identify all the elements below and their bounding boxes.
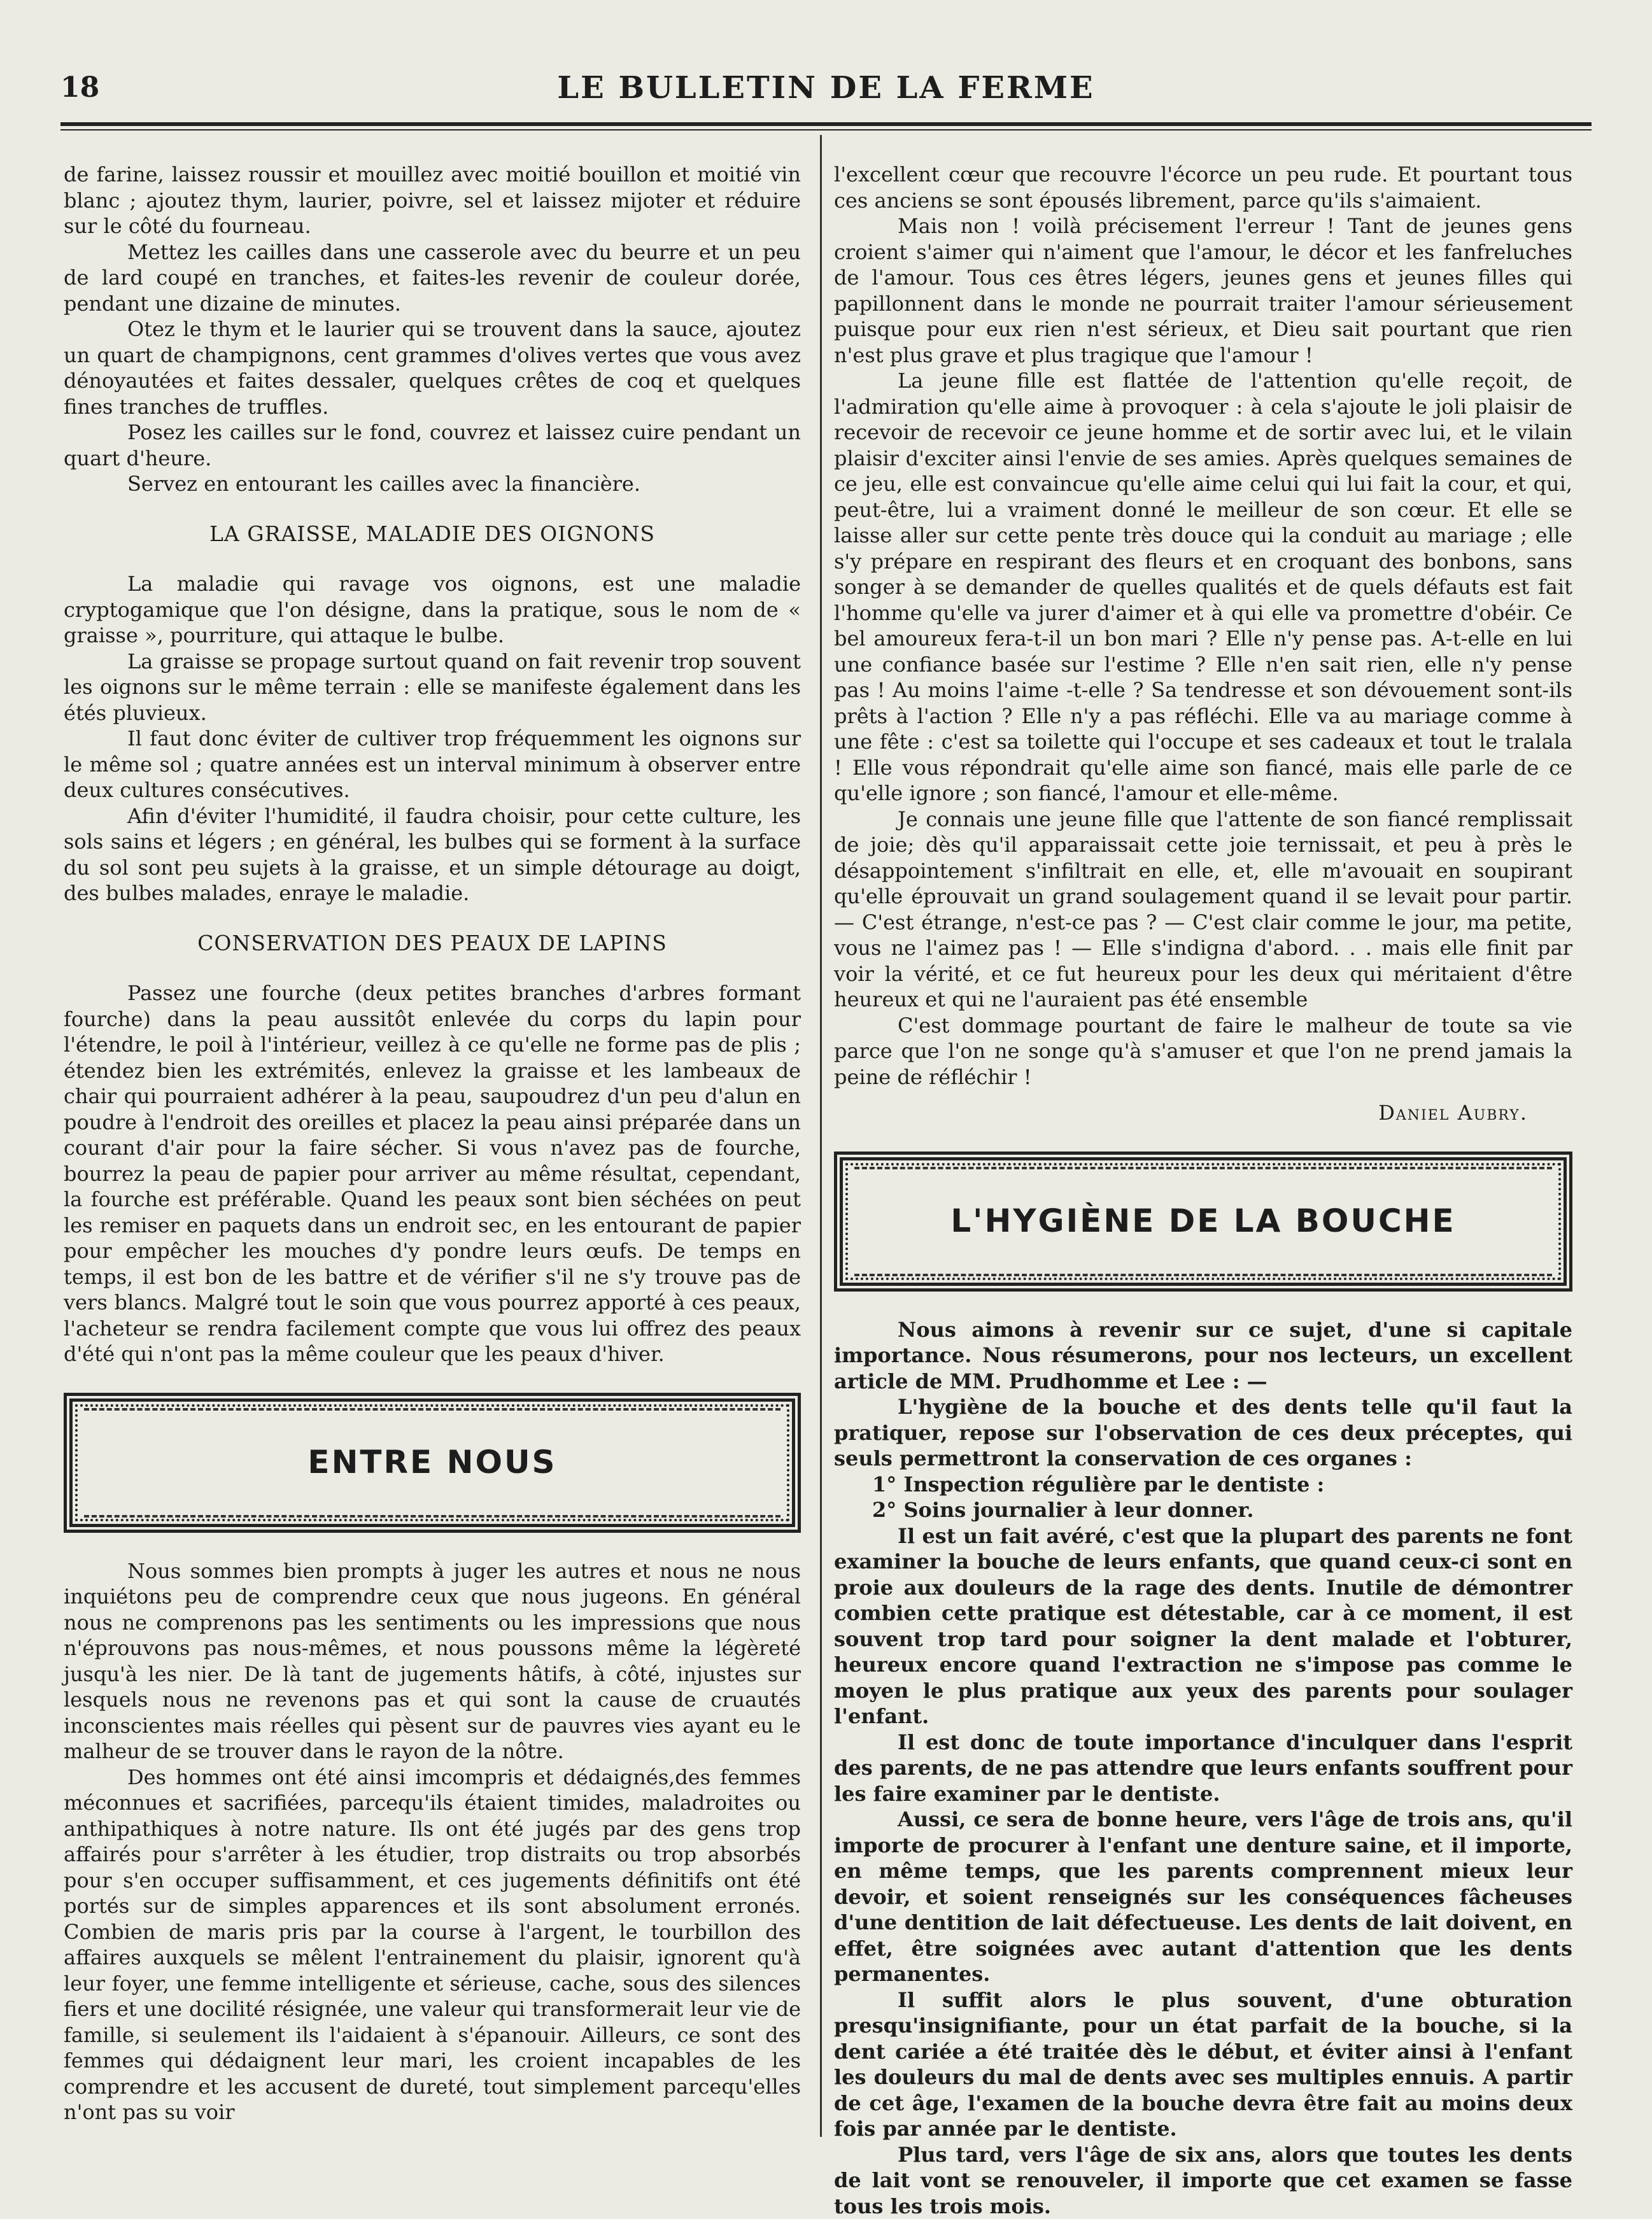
paragraph: Il suffit alors le plus souvent, d'une obturation presqu'insignifiante, pour un état parfait de la bouche, si la dent cariée a été traitée dès le début, et éviter ainsi à l'enfant les douleurs du mal de dents avec ses multiples ennuis. A partir de cet âge, l'examen de la bouche devra être fait au moins deux fois par année par le dentiste. [834,1987,1572,2142]
paragraph: Plus tard, vers l'âge de six ans, alors que toutes les dents de lait vont se renouveler, il importe que cet examen se fasse tous les trois mois. [834,2142,1572,2219]
author-signature: Daniel Aubry. [834,1100,1528,1126]
paragraph: C'est dommage pourtant de faire le malheur de toute sa vie parce que l'on ne songe qu'à s'amuser et que l'on ne prend jamais la peine de réfléchir ! [834,1013,1572,1090]
left-column [64,162,801,2125]
paragraph: de farine, laissez roussir et mouillez avec moitié bouillon et moitié vin blanc ; ajoutez thym, laurier, poivre, sel et laissez mijoter et réduire sur le côté du fourneau. [64,162,801,239]
paragraph: Il est donc de toute importance d'inculquer dans l'esprit des parents, de ne pas attendre que leurs enfants souffrent pour les faire examiner par le dentiste. [834,1729,1572,1807]
page-header [0,0,1652,134]
paragraph: Mais non ! voilà précisement l'erreur ! Tant de jeunes gens croient s'aimer qui n'aiment que l'amour, le décor et les fanfreluches de l'amour. Tous ces êtres légers, jeunes gens et jeunes filles qui papillonnent dans le monde ne pourrait traiter l'amour sérieusement puisque pour eux rien n'est sérieux, et Dieu sait pourtant que rien n'est plus grave et plus tragique que l'amour ! [834,213,1572,368]
right-column [834,162,1572,2219]
paragraph: Aussi, ce sera de bonne heure, vers l'âge de trois ans, qu'il importe de procurer à l'enfant une denture saine, et il importe, en même temps, que les parents comprennent mieux leur devoir, et soient renseignés sur les conséquences fâcheuses d'une dentition de lait défectueuse. Les dents de lait doivent, en effet, être soignées avec autant d'attention que les dents permanentes. [834,1807,1572,1987]
paragraph: La graisse se propage surtout quand on fait revenir trop souvent les oignons sur le même terrain : elle se manifeste également dans les étés pluvieux. [64,649,801,726]
column-divider [820,135,822,2137]
paragraph: Je connais une jeune fille que l'attente de son fiancé remplissait de joie; dès qu'il apparaissait cette joie ternissait, et peu à près le désappointement s'infiltrait en elle, et, elle m'avouait en soupirant qu'elle éprouvait un grand soulagement quand il se levait pour partir. — C'est étrange, n'est-ce pas ? — C'est clair comme le jour, ma petite, vous ne l'aimez pas ! — Elle s'indigna d'abord. . . mais elle finit par voir la vérité, et ce fut heureux pour les deux qui méritaient d'être heureux et qui ne l'auraient pas été ensemble [834,807,1572,1013]
paragraph: Afin d'éviter l'humidité, il faudra choisir, pour cette culture, les sols sains et légers ; en général, les bulbes qui se forment à la surface du sol sont peu sujets à la graisse, et un simple détourage au doigt, des bulbes malades, enraye le maladie. [64,803,801,906]
section-heading-graisse: LA GRAISSE, MALADIE DES OIGNONS [64,521,801,547]
paragraph: Il est un fait avéré, c'est que la plupart des parents ne font examiner la bouche de leurs enfants, que quand ceux-ci sont en proie aux douleurs de la rage des dents. Inutile de démontrer combien cette pratique est détestable, car à ce moment, il est souvent trop tard pour soigner la dent malade et l'obturer, heureux encore quand l'extraction ne s'impose pas comme le moyen le plus pratique aux yeux des parents pour soulager l'enfant. [834,1523,1572,1729]
header-rule [60,122,1592,126]
section-heading-peaux: CONSERVATION DES PEAUX DE LAPINS [64,931,801,957]
paragraph: Des hommes ont été ainsi imcompris et dédaignés,des femmes méconnues et sacrifiées, parcequ'ils étaient timides, maladroites ou anthipathiques à notre nature. Ils ont été jugés par des gens trop affairés pour s'arrêter à les étudier, trop distraits ou trop absorbés pour s'en occuper suffisamment, et ces jugements définitifs ont été portés sur de simples apparences et ils sont absolument erronés. Combien de maris pris par la course à l'argent, le tourbillon des affaires auxquels se mêlent l'entrainement du plaisir, ignorent qu'à leur foyer, une femme intelligente et sérieuse, cache, sous des silences fiers et une docilité résignée, une valeur qui transformerait leur vie de famille, si seulement ils l'aidaient à s'épanouir. Ailleurs, ce sont des femmes qui dédaignent leur mari, les croient incapables de les comprendre et les accusent de dureté, tout simplement parcequ'elles n'ont pas su voir [64,1765,801,2125]
paragraph: l'excellent cœur que recouvre l'écorce un peu rude. Et pourtant tous ces anciens se sont épousés librement, parce qu'ils s'aimaient. [834,162,1572,213]
paragraph: Servez en entourant les cailles avec la financière. [64,471,801,497]
paragraph: Nous aimons à revenir sur ce sujet, d'une si capitale importance. Nous résumerons, pour nos lecteurs, un excellent article de MM. Prudhomme et Lee : — [834,1317,1572,1395]
paragraph: Il faut donc éviter de cultiver trop fréquemment les oignons sur le même sol ; quatre années est un interval minimum à observer entre deux cultures consécutives. [64,726,801,803]
paragraph: Nous sommes bien prompts à juger les autres et nous ne nous inquiétons peu de comprendre ceux que nous jugeons. En général nous ne comprenons pas les sentiments ou les impressions que nous n'éprouvons pas nous-mêmes, et nous poussons même la légèreté jusqu'à les nier. De là tant de jugements hâtifs, à côté, injustes sur lesquels nous ne revenons pas et qui sont la cause de cruautés inconscientes mais réelles qui pèsent sur de pauvres vies ayant eu le malheur de se trouver dans le rayon de la nôtre. [64,1558,801,1765]
paragraph: La jeune fille est flattée de l'attention qu'elle reçoit, de l'admiration qu'elle aime à provoquer : à cela s'ajoute le joli plaisir de recevoir de recevoir ce jeune homme et de sortir avec lui, et le vilain plaisir d'exciter ainsi l'envie de ses amies. Après quelques semaines de ce jeu, elle est convaincue qu'elle aime celui qui lui fait la cour, et qui, peut-être, lui a vraiment donné le meilleur de son cœur. Et elle se laisse aller sur cette pente très douce qui la conduit au mariage ; elle s'y prépare en respirant des fleurs et en croquant des bonbons, sans songer à se demander de quelles qualités et de quels défauts est fait l'homme qu'elle va jurer d'aimer et à qui elle va promettre d'obéir. Ce bel amoureux fera-t-il un bon mari ? Elle n'y pense pas. A-t-elle en lui une confiance basée sur l'estime ? Elle n'en sait rien, elle n'y pense pas ! Au moins l'aime -t-elle ? Sa tendresse et son dévouement sont-ils prêts à l'action ? Elle n'y a pas réfléchi. Elle va au mariage comme à une fête : c'est sa toilette qui l'occupe et ses cadeaux et tout le tralala ! Elle vous répondrait qu'elle aime son fiancé, mais elle parle de ce qu'elle ignore ; son fiancé, l'amour et elle-même. [834,368,1572,807]
banner-title: L'HYGIÈNE DE LA BOUCHE [834,1152,1572,1292]
hygiene-banner [834,1152,1572,1292]
list-item: 1° Inspection régulière par le dentiste : [834,1472,1572,1498]
list-item: 2° Soins journalier à leur donner. [834,1497,1572,1523]
paragraph: Mettez les cailles dans une casserole avec du beurre et un peu de lard coupé en tranches, et faites-les revenir de couleur dorée, pendant une dizaine de minutes. [64,239,801,317]
paragraph: Posez les cailles sur le fond, couvrez et laissez cuire pendant un quart d'heure. [64,419,801,471]
banner-title: ENTRE NOUS [64,1393,801,1533]
paragraph: Otez le thym et le laurier qui se trouvent dans la sauce, ajoutez un quart de champignons, cent grammes d'olives vertes que vous avez dénoyautées et faites dessaler, quelques crêtes de coq et quelques fines tranches de truffles. [64,316,801,419]
entre-nous-banner [64,1393,801,1533]
paragraph: L'hygiène de la bouche et des dents telle qu'il faut la pratiquer, repose sur l'observation de ces deux préceptes, qui seuls permettront la conservation de ces organes : [834,1394,1572,1472]
header-rule-thin [60,129,1592,130]
page-number: 18 [60,71,99,104]
paragraph: Passez une fourche (deux petites branches d'arbres formant fourche) dans la peau aussitôt enlevée du corps du lapin pour l'étendre, le poil à l'intérieur, veillez à ce qu'elle ne forme pas de plis ; étendez bien les extrémités, enlevez la graisse et les lambeaux de chair qui pourraient adhérer à la peau, saupoudrez d'un peu d'alun en poudre à l'endroit des oreilles et placez la peau ainsi préparée dans un courant d'air pour la faire sécher. Si vous n'avez pas de fourche, bourrez la peau de papier pour arriver au même résultat, cependant, la fourche est préférable. Quand les peaux sont bien séchées on peut les remiser en paquets dans un endroit sec, en les entourant de papier pour empêcher les mouches d'y pondre leurs œufs. De temps en temps, il est bon de les battre et de vérifier s'il ne s'y trouve pas de vers blancs. Malgré tout le soin que vous pourrez apporté à ces peaux, l'acheteur se rendra facilement compte que vous lui offrez des peaux d'été qui n'ont pas la même couleur que les peaux d'hiver. [64,980,801,1367]
paragraph: La maladie qui ravage vos oignons, est une maladie cryptogamique que l'on désigne, dans la pratique, sous le nom de « graisse », pourriture, qui attaque le bulbe. [64,571,801,649]
newspaper-title: LE BULLETIN DE LA FERME [0,70,1652,106]
